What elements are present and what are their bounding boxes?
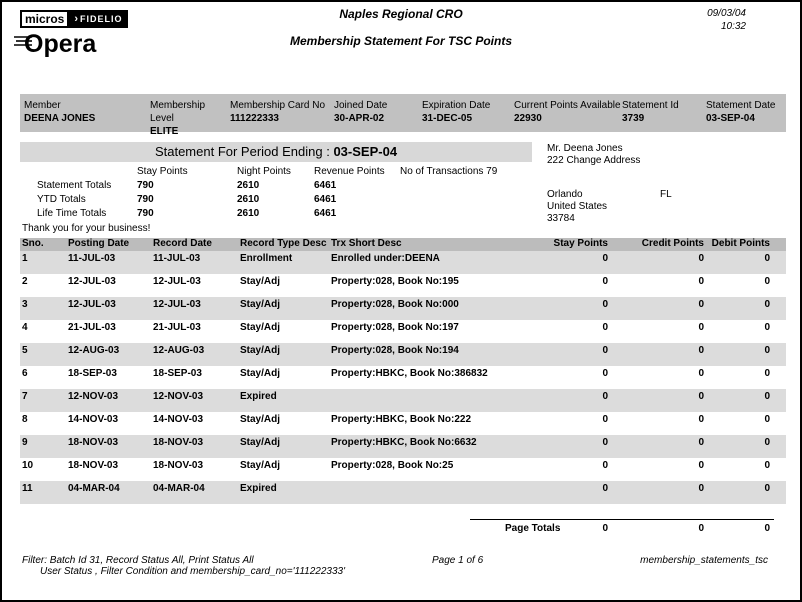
cell-sno: 9 — [22, 437, 28, 448]
lifetime-totals-row — [20, 207, 560, 221]
cell-sno: 8 — [22, 414, 28, 425]
page-totals-rule — [470, 519, 774, 520]
header-sno: Sno. — [22, 238, 44, 249]
cell-sno: 4 — [22, 322, 28, 333]
cell-credit-points: 0 — [698, 368, 704, 379]
table-row — [20, 274, 786, 297]
member-col-points — [514, 94, 622, 132]
cell-posting-date: 18-NOV-03 — [68, 437, 119, 448]
totals-summary — [20, 165, 560, 221]
lifetime-totals-night: 2610 — [237, 208, 260, 219]
table-row — [20, 458, 786, 481]
table-row — [20, 389, 786, 412]
report-subtitle: Membership Statement For TSC Points — [289, 34, 513, 48]
member-col-statement-date — [706, 94, 786, 132]
print-time: 10:32 — [720, 21, 746, 32]
cell-stay-points: 0 — [602, 276, 608, 287]
header-credit-points: Credit Points — [641, 238, 704, 249]
cell-record-date: 14-NOV-03 — [153, 414, 204, 425]
cell-sno: 10 — [22, 460, 34, 471]
table-row — [20, 366, 786, 389]
cell-sno: 7 — [22, 391, 28, 402]
stay-points-header: Stay Points — [137, 166, 188, 177]
expiration-value: 31-DEC-05 — [422, 113, 473, 124]
cell-record-type: Stay/Adj — [240, 299, 281, 310]
cell-posting-date: 18-NOV-03 — [68, 460, 119, 471]
ytd-totals-label: YTD Totals — [37, 194, 86, 205]
statement-date-value: 03-SEP-04 — [706, 113, 755, 124]
table-row — [20, 297, 786, 320]
statement-totals-row — [20, 179, 560, 193]
cell-record-date: 12-JUL-03 — [153, 299, 201, 310]
cell-debit-points: 0 — [764, 414, 770, 425]
cell-trx-desc: Property:028, Book No:25 — [331, 460, 454, 471]
period-label: Statement For Period Ending : — [154, 144, 330, 159]
cell-trx-desc: Property:HBKC, Book No:386832 — [331, 368, 488, 379]
page-totals-debit: 0 — [764, 523, 770, 534]
cell-stay-points: 0 — [602, 253, 608, 264]
cell-stay-points: 0 — [602, 345, 608, 356]
cell-posting-date: 12-JUL-03 — [68, 299, 116, 310]
cell-stay-points: 0 — [602, 368, 608, 379]
thanks-message: Thank you for your business! — [22, 223, 151, 234]
cell-record-type: Stay/Adj — [240, 345, 281, 356]
fidelio-logo-text: FIDELIO — [80, 14, 123, 24]
cell-posting-date: 12-AUG-03 — [68, 345, 120, 356]
cell-trx-desc: Property:028, Book No:197 — [331, 322, 459, 333]
cell-debit-points: 0 — [764, 368, 770, 379]
address-name-block — [547, 143, 640, 167]
address-name: Mr. Deena Jones — [547, 143, 623, 154]
statement-totals-revenue: 6461 — [314, 180, 337, 191]
card-no-value: 111222333 — [230, 113, 279, 124]
page-totals-credit: 0 — [698, 523, 704, 534]
table-row — [20, 251, 786, 274]
cell-record-type: Stay/Adj — [240, 460, 281, 471]
address-state: FL — [660, 189, 672, 200]
cell-record-type: Expired — [240, 391, 277, 402]
cell-debit-points: 0 — [764, 276, 770, 287]
statement-id-value: 3739 — [622, 113, 645, 124]
cell-credit-points: 0 — [698, 299, 704, 310]
member-col-joined — [334, 94, 422, 132]
cell-posting-date: 14-NOV-03 — [68, 414, 119, 425]
revenue-points-header: Revenue Points — [314, 166, 385, 177]
cell-stay-points: 0 — [602, 483, 608, 494]
cell-trx-desc — [331, 391, 520, 412]
ytd-totals-revenue: 6461 — [314, 194, 337, 205]
cell-stay-points: 0 — [602, 437, 608, 448]
member-col-level — [150, 94, 230, 137]
cell-credit-points: 0 — [698, 276, 704, 287]
ytd-totals-stay: 790 — [137, 194, 154, 205]
cell-record-type: Stay/Adj — [240, 276, 281, 287]
cell-posting-date: 12-NOV-03 — [68, 391, 119, 402]
cell-trx-desc: Property:028, Book No:195 — [331, 276, 459, 287]
member-col-statement-id — [622, 94, 706, 132]
cell-debit-points: 0 — [764, 437, 770, 448]
points-value: 22930 — [514, 113, 542, 124]
table-row — [20, 343, 786, 366]
cell-stay-points: 0 — [602, 391, 608, 402]
cell-debit-points: 0 — [764, 322, 770, 333]
statement-date-label: Statement Date — [706, 100, 776, 111]
period-value: 03-SEP-04 — [333, 144, 398, 159]
report-title: Naples Regional CRO — [339, 7, 463, 21]
table-header-row — [20, 238, 786, 251]
header-trx-desc: Trx Short Desc — [331, 238, 402, 249]
table-row — [20, 320, 786, 343]
cell-record-date: 04-MAR-04 — [153, 483, 205, 494]
page-totals-label: Page Totals — [505, 523, 561, 534]
statement-totals-night: 2610 — [237, 180, 260, 191]
cell-sno: 6 — [22, 368, 28, 379]
print-datetime — [707, 7, 746, 33]
cell-trx-desc: Property:028, Book No:000 — [331, 299, 459, 310]
cell-credit-points: 0 — [698, 391, 704, 402]
totals-header-row — [20, 165, 560, 179]
cell-sno: 1 — [22, 253, 28, 264]
header-posting-date: Posting Date — [68, 238, 130, 249]
cell-trx-desc: Property:028, Book No:194 — [331, 345, 459, 356]
cell-stay-points: 0 — [602, 299, 608, 310]
header-record-type: Record Type Desc — [240, 238, 327, 249]
ytd-totals-night: 2610 — [237, 194, 260, 205]
cell-credit-points: 0 — [698, 414, 704, 425]
cell-record-type: Stay/Adj — [240, 368, 281, 379]
cell-sno: 3 — [22, 299, 28, 310]
statement-totals-stay: 790 — [137, 180, 154, 191]
address-city-block — [547, 189, 607, 225]
cell-credit-points: 0 — [698, 345, 704, 356]
joined-value: 30-APR-02 — [334, 113, 385, 124]
cell-posting-date: 11-JUL-03 — [68, 253, 116, 264]
cell-record-type: Stay/Adj — [240, 437, 281, 448]
cell-debit-points: 0 — [764, 391, 770, 402]
cell-record-date: 11-JUL-03 — [153, 253, 201, 264]
transactions-count: No of Transactions 79 — [400, 166, 498, 177]
cell-credit-points: 0 — [698, 460, 704, 471]
opera-logo-text: Opera — [24, 30, 97, 58]
header-stay-points: Stay Points — [553, 238, 608, 249]
cell-trx-desc: Property:HBKC, Book No:222 — [331, 414, 472, 425]
cell-record-date: 18-NOV-03 — [153, 460, 204, 471]
member-col-member — [20, 94, 150, 132]
arrow-icon: › — [74, 13, 79, 25]
lifetime-totals-stay: 790 — [137, 208, 154, 219]
address-city: Orlando — [547, 189, 583, 200]
expiration-label: Expiration Date — [422, 100, 491, 111]
cell-trx-desc: Property:HBKC, Book No:6632 — [331, 437, 477, 448]
cell-debit-points: 0 — [764, 460, 770, 471]
cell-record-date: 18-NOV-03 — [153, 437, 204, 448]
level-value: ELITE — [150, 126, 179, 137]
cell-credit-points: 0 — [698, 322, 704, 333]
header-record-date: Record Date — [153, 238, 212, 249]
statement-totals-label: Statement Totals — [37, 180, 112, 191]
cell-record-date: 12-AUG-03 — [153, 345, 205, 356]
member-value: DEENA JONES — [24, 113, 96, 124]
points-label: Current Points Available — [514, 100, 621, 111]
cell-sno: 2 — [22, 276, 28, 287]
address-zip: 33784 — [547, 213, 575, 224]
cell-debit-points: 0 — [764, 345, 770, 356]
cell-sno: 11 — [22, 483, 33, 494]
cell-stay-points: 0 — [602, 322, 608, 333]
cell-credit-points: 0 — [698, 253, 704, 264]
cell-record-type: Stay/Adj — [240, 414, 281, 425]
cell-credit-points: 0 — [698, 483, 704, 494]
cell-stay-points: 0 — [602, 414, 608, 425]
cell-credit-points: 0 — [698, 437, 704, 448]
statement-period-band — [20, 142, 532, 162]
member-label: Member — [24, 100, 61, 111]
cell-sno: 5 — [22, 345, 28, 356]
night-points-header: Night Points — [237, 166, 291, 177]
member-info-band — [20, 94, 786, 137]
card-no-label: Membership Card No — [230, 100, 326, 111]
page-totals-row — [20, 523, 786, 534]
member-col-expiration — [422, 94, 514, 132]
footer-filter — [22, 555, 345, 577]
page-number: Page 1 of 6 — [432, 555, 484, 566]
transactions-table — [20, 238, 786, 504]
ytd-totals-row — [20, 193, 560, 207]
cell-posting-date: 21-JUL-03 — [68, 322, 116, 333]
cell-trx-desc: Enrolled under:DEENA — [331, 253, 440, 264]
lifetime-totals-revenue: 6461 — [314, 208, 337, 219]
address-street: 222 Change Address — [547, 155, 641, 166]
micros-logo-text: micros — [20, 10, 69, 28]
cell-debit-points: 0 — [764, 299, 770, 310]
cell-posting-date: 12-JUL-03 — [68, 276, 116, 287]
page-totals-stay: 0 — [602, 523, 608, 534]
cell-record-date: 12-JUL-03 — [153, 276, 201, 287]
lifetime-totals-label: Life Time Totals — [37, 208, 107, 219]
cell-record-type: Stay/Adj — [240, 322, 281, 333]
cell-record-date: 18-SEP-03 — [153, 368, 202, 379]
cell-record-type: Enrollment — [240, 253, 293, 264]
cell-record-type: Expired — [240, 483, 277, 494]
cell-stay-points: 0 — [602, 460, 608, 471]
cell-record-date: 12-NOV-03 — [153, 391, 204, 402]
table-row — [20, 435, 786, 458]
cell-posting-date: 18-SEP-03 — [68, 368, 117, 379]
statement-id-label: Statement Id — [622, 100, 679, 111]
cell-record-date: 21-JUL-03 — [153, 322, 201, 333]
filter-line-2: User Status , Filter Condition and membership_card_no='111222333' — [40, 566, 346, 577]
cell-trx-desc — [331, 483, 520, 504]
level-label: Membership Level — [150, 100, 206, 124]
cell-posting-date: 04-MAR-04 — [68, 483, 120, 494]
address-country: United States — [547, 201, 608, 212]
print-date: 09/03/04 — [707, 8, 746, 19]
member-col-card-no — [230, 94, 334, 132]
cell-debit-points: 0 — [764, 483, 770, 494]
filter-line-1: Filter: Batch Id 31, Record Status All, Print Status All — [22, 555, 254, 566]
cell-debit-points: 0 — [764, 253, 770, 264]
header-debit-points: Debit Points — [711, 238, 770, 249]
table-row — [20, 412, 786, 435]
table-row — [20, 481, 786, 504]
report-file-name: membership_statements_tsc — [640, 555, 768, 566]
joined-label: Joined Date — [334, 100, 388, 111]
